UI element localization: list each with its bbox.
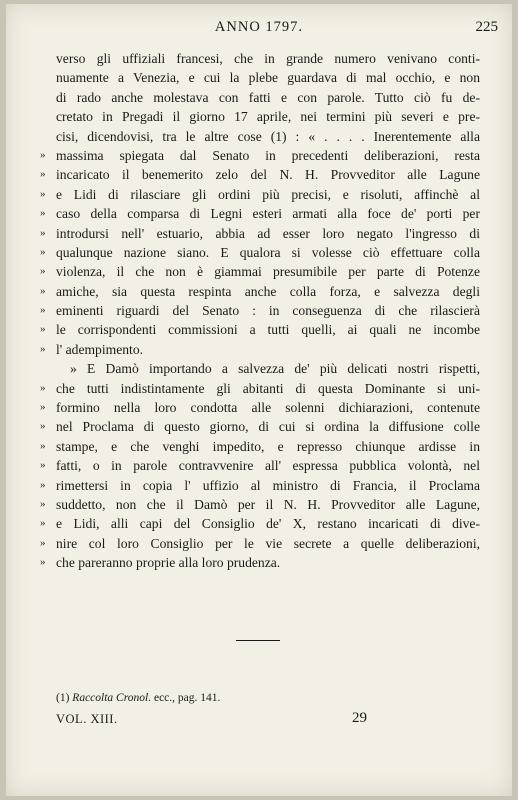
line-text: verso gli uffiziali francesi, che in grande numero venivano conti- xyxy=(56,51,480,66)
text-line xyxy=(56,359,480,378)
footnote-marker: (1) xyxy=(56,692,70,704)
text-line xyxy=(40,553,480,572)
quote-mark: » xyxy=(40,497,46,510)
text-line xyxy=(40,165,480,184)
text-line xyxy=(40,340,480,359)
line-text: » E Damò importando a salvezza de' più delicati nostri rispetti, xyxy=(70,361,480,377)
line-text: nuamente a Venezia, e cui la plebe guardava di mal occhio, e non xyxy=(56,70,480,86)
line-text: eminenti riguardi del Senato : in conseguenza di che rilascierà xyxy=(56,303,480,319)
line-text: stampe, e che venghi impedito, e represso chiunque ardisse in xyxy=(56,438,480,454)
text-line xyxy=(56,107,480,126)
quote-mark: » xyxy=(40,304,46,317)
text-line xyxy=(56,68,480,87)
quote-mark: » xyxy=(40,536,46,549)
line-text: e Lidi di rilasciare gli ordini più precisi, e risoluti, affinchè al xyxy=(56,186,480,202)
sheet-number: 29 xyxy=(352,710,367,726)
line-text: suddetto, non che il Damò per il N. H. Provveditor alle Lagune, xyxy=(56,496,480,512)
quote-mark: » xyxy=(40,245,46,258)
quote-mark: » xyxy=(40,401,46,414)
text-line xyxy=(40,514,480,533)
text-line xyxy=(56,127,480,146)
text-line xyxy=(40,320,480,339)
footnote-rest: ecc., pag. 141. xyxy=(153,692,221,704)
quote-mark: » xyxy=(40,148,46,161)
line-text: caso della comparsa di Legni esteri armati alla foce de' porti per xyxy=(56,206,480,222)
quote-mark: » xyxy=(40,226,46,239)
quote-mark: » xyxy=(40,323,46,336)
quote-mark: » xyxy=(40,284,46,297)
header-title: ANNO 1797. xyxy=(214,19,304,35)
quote-mark: » xyxy=(40,265,46,278)
quote-mark: » xyxy=(40,187,46,200)
line-text: cretato in Pregadi il giorno 17 aprile, nei termini più severi e pre- xyxy=(56,109,480,125)
page-number: 225 xyxy=(475,19,498,35)
line-text: incaricato il benemerito zelo del N. H. Provveditor alle Lagune xyxy=(56,167,480,183)
text-line xyxy=(40,243,480,262)
line-text: introdursi nell' estuario, abbia ad esser loro negato l'ingresso di xyxy=(56,225,480,241)
text-line xyxy=(56,88,480,107)
line-text: nel Proclama di questo giorno, di cui si ordina la diffusione colle xyxy=(56,419,480,435)
text-line xyxy=(40,476,480,495)
line-text: che pareranno proprie alla loro prudenza. xyxy=(56,555,281,571)
line-text: formino nella loro condotta alle solenni dichiarazioni, contenute xyxy=(56,400,480,416)
text-line xyxy=(40,301,480,320)
footnote-source: Raccolta Cronol. xyxy=(72,692,152,704)
line-text: di rado anche molestava con fatti e con parole. Tutto ciò fu de- xyxy=(56,89,480,105)
quote-mark: » xyxy=(40,439,46,452)
separator-rule xyxy=(236,640,280,641)
book-page xyxy=(6,4,512,796)
quote-mark: » xyxy=(40,168,46,181)
text-line xyxy=(40,146,480,165)
quote-mark: » xyxy=(40,420,46,433)
line-text: qualunque nazione siano. E qualora si volesse ciò effettuare colla xyxy=(56,244,480,260)
text-line xyxy=(40,262,480,281)
line-text: cisi, dicendovisi, tra le altre cose (1) : « . . . . Inerentemente alla xyxy=(56,128,480,144)
line-text: nire col loro Consiglio per le vie secrete a quelle deliberazioni, xyxy=(56,535,480,551)
quote-mark: » xyxy=(40,478,46,491)
footnote xyxy=(56,692,220,704)
line-text: rimettersi in copia l' uffizio al ministro di Francia, il Proclama xyxy=(56,477,480,493)
line-text: e Lidi, alli capi del Consiglio de' X, restano incaricati di dive- xyxy=(56,516,480,532)
main-text xyxy=(40,49,480,573)
text-line xyxy=(40,398,480,417)
text-line xyxy=(40,282,480,301)
text-line xyxy=(40,204,480,223)
text-line xyxy=(40,456,480,475)
text-line xyxy=(40,417,480,436)
text-line xyxy=(40,437,480,456)
line-text: l' adempimento. xyxy=(56,341,144,357)
quote-mark: » xyxy=(40,381,46,394)
quote-mark: » xyxy=(40,556,46,569)
running-header xyxy=(6,18,512,38)
line-text: fatti, o in parole contravvenire all' espressa pubblica volontà, nel xyxy=(56,458,480,474)
quote-mark: » xyxy=(40,342,46,355)
quote-mark: » xyxy=(40,517,46,530)
text-line xyxy=(56,49,480,68)
line-text: massima spiegata dal Senato in precedenti deliberazioni, resta xyxy=(56,147,480,163)
quote-mark: » xyxy=(40,459,46,472)
text-line xyxy=(40,534,480,553)
line-text: le corrispondenti commissioni a tutti quelli, ai quali ne incombe xyxy=(56,322,480,338)
text-line xyxy=(40,224,480,243)
line-text: violenza, il che non è giammai presumibile per parte di Potenze xyxy=(56,264,480,280)
text-line xyxy=(40,379,480,398)
line-text: amiche, sia questa respinta anche colla forza, e salvezza degli xyxy=(56,283,480,299)
line-text: che tutti indistintamente gli abitanti di questa Dominante si uni- xyxy=(56,380,480,396)
quote-mark: » xyxy=(40,207,46,220)
volume-label: VOL. XIII. xyxy=(56,712,118,726)
text-line xyxy=(40,185,480,204)
text-line xyxy=(40,495,480,514)
